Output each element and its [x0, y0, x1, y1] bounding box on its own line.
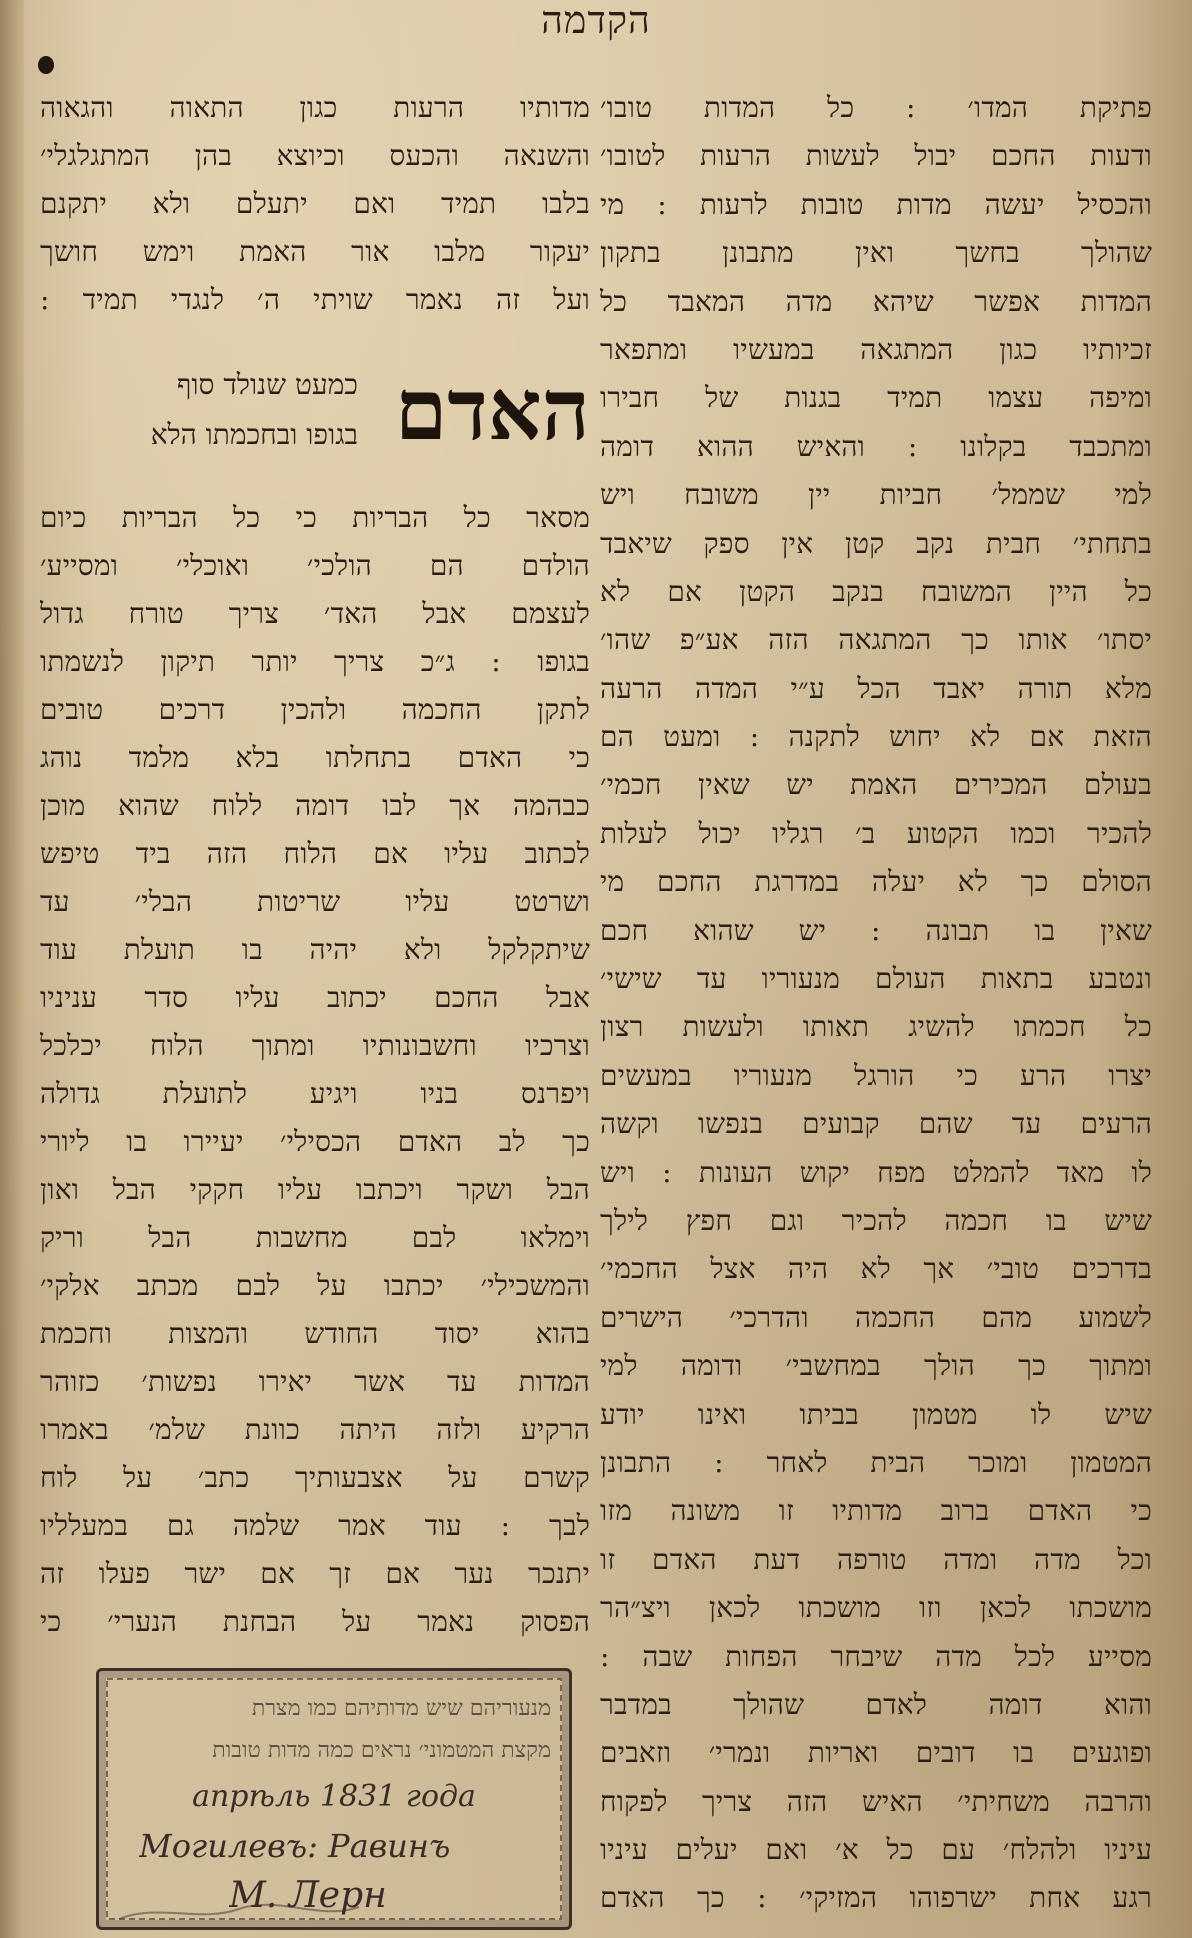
stamp-signature: М. Лерн	[229, 1875, 387, 1916]
text-line: ומיפה עצמו תמיד בגנות של חבירו	[600, 381, 1152, 415]
ink-blot	[38, 56, 54, 74]
text-line: לו מאד להמלט מפח יקוש העונות : ויש	[600, 1155, 1152, 1189]
text-line: זכיותיו כגון המתגאה במעשיו ומתפאר	[600, 332, 1152, 366]
text-line: כבהמה אך לבו דומה ללוח שהוא מוכן	[40, 789, 590, 822]
text-line: מסייע לכל מדה שיבחר הפחות שבה :	[600, 1639, 1152, 1673]
text-line: המדות עד אשר יאירו נפשות׳ כזוהר	[40, 1365, 590, 1398]
text-line: יעקור מלבו אור האמת וימש חושך	[40, 235, 590, 268]
ownership-stamp	[96, 1668, 572, 1930]
text-line: ונטבע בתאות העולם מנעוריו עד שישי׳	[600, 962, 1152, 996]
section-word: האדם	[394, 360, 590, 459]
text-line: ועל זה נאמר שויתי ה׳ לנגדי תמיד :	[40, 283, 590, 316]
left-text-column	[40, 84, 590, 1646]
text-line: מדותיו הרעות כגון התאוה והגאוה	[40, 91, 590, 124]
text-line: והשנאה והכעס וכיוצא בהן המתגלגלי׳	[40, 139, 590, 172]
right-text-column	[600, 84, 1152, 1923]
text-line: בהוא יסוד החודש והמצות וחכמת	[40, 1317, 590, 1350]
text-line: ומתכבד בקלונו : והאיש ההוא דומה	[600, 429, 1152, 463]
text-line: לשמוע מהם החכמה והדרכי׳ הישרים	[600, 1300, 1152, 1334]
text-line: הפסוק נאמר על הבחנת הנערי׳ כי	[40, 1605, 590, 1638]
text-line: שיש לו מטמון בביתו ואינו יודע	[600, 1397, 1152, 1431]
text-line: וצרכיו וחשבונותיו ומתוך הלוח יכלכל	[40, 1029, 590, 1062]
text-line: הסולם כך לא יעלה במדרגת החכם מי	[600, 865, 1152, 899]
text-line: ופוגעים בו דובים ואריות ונמרי׳ וזאבים	[600, 1736, 1152, 1770]
text-line: שיתקלקל ולא יהיה בו תועלת עוד	[40, 933, 590, 966]
text-line: לעצמם אבל האד׳ צריך טורח גדול	[40, 597, 590, 630]
text-line: רגע אחת ישרפוהו המזיקי׳ : כך האדם	[600, 1881, 1152, 1915]
text-line: יסתו׳ אותו כך המתגאה הזה אע״פ שהו׳	[600, 623, 1152, 657]
text-line: הרקיע ולזה היתה כוונת שלמ׳ באמרו	[40, 1413, 590, 1446]
stamp-hebrew-line-1: מנעוריהם שיש מדותיהם כמו מצרת	[251, 1696, 551, 1721]
text-line: שיש בו חכמה להכיר וגם חפץ לילך	[600, 1203, 1152, 1237]
text-line: מושכתו לכאן וזו מושכתו לכאן ויצ״הר	[600, 1591, 1152, 1625]
text-line: כך לב האדם הכסילי׳ יעיירו בו ליורי	[40, 1125, 590, 1158]
text-line: בעולם המכירים האמת יש שאין חכמי׳	[600, 768, 1152, 802]
text-line: כי האדם בתחלתו בלא מלמד נוהג	[40, 741, 590, 774]
text-line: לתקן החכמה ולהכין דרכים טובים	[40, 693, 590, 726]
text-line: המדות אפשר שיהא מדה המאבד כל	[600, 284, 1152, 318]
stamp-place: Могилевъ: Равинъ	[139, 1827, 451, 1865]
running-head: הקדמה	[541, 0, 651, 42]
text-line: הזאת אם לא יחוש לתקנה : ומעט הם	[600, 720, 1152, 754]
text-line: מסאר כל הבריות כי כל הבריות כיום	[40, 501, 590, 534]
text-line: ושרטט עליו שריטות הבלי׳ עד	[40, 885, 590, 918]
text-line: וכל מדה ומדה טורפה דעת האדם זו	[600, 1542, 1152, 1576]
text-line: בלבו תמיד ואם יתעלם ולא יתקנם	[40, 187, 590, 220]
text-line: והמשכילי׳ יכתבו על לבם מכתב אלקי׳	[40, 1269, 590, 1302]
text-line: קשרם על אצבעותיך כתב׳ על לוח	[40, 1461, 590, 1494]
text-line: יצרו הרע כי הורגל מנעוריו במעשים	[600, 1058, 1152, 1092]
text-line: וימלאו לבם מחשבות הבל וריק	[40, 1221, 590, 1254]
text-line: כל חכמתו להשיג תאותו ולעשות רצון	[600, 1010, 1152, 1044]
text-line: בדרכים טובי׳ אך לא היה אצל החכמי׳	[600, 1252, 1152, 1286]
text-line: פתיקת המדו׳ : כל המדות טובו׳	[600, 91, 1152, 124]
text-line: כל היין המשובח בנקב הקטן אם לא	[600, 574, 1152, 608]
stamp-date: апрѣль 1831 года	[192, 1779, 476, 1814]
left-column-body	[40, 494, 590, 1646]
text-line: הולדם הם הולכי׳ ואוכלי׳ ומסייע׳	[40, 549, 590, 582]
text-line: יתנכר נער אם זך אם ישר פעלו זה	[40, 1557, 590, 1590]
left-column-opening-lines	[40, 84, 590, 324]
text-line: מלא תורה יאבד הכל ע״י המדה הרעה	[600, 671, 1152, 705]
text-line: עיניו ולהלח׳ עם כל א׳ ואם יעלים עיניו	[600, 1833, 1152, 1867]
text-line: כי האדם ברוב מדותיו זו משונה מזו	[600, 1494, 1152, 1528]
text-line: לבך : עוד אמר שלמה גם במעלליו	[40, 1509, 590, 1542]
text-line: לכתוב עליו אם הלוח הזה ביד טיפש	[40, 837, 590, 870]
text-line: ומתוך כך הולך במחשבי׳ ודומה למי	[600, 1349, 1152, 1383]
text-line: הבל ושקר ויכתבו עליו חקקי הבל ואון	[40, 1173, 590, 1206]
section-heading-line-1: כמעט שנולד סוף	[176, 368, 358, 401]
section-heading	[40, 360, 590, 488]
text-line: והכסיל יעשה מדות טובות לרעות : מי	[600, 187, 1152, 221]
text-line: המטמון ומוכר הבית לאחר : התבונן	[600, 1445, 1152, 1479]
text-line: בתחתי׳ חבית נקב קטן אין ספק שיאבד	[600, 526, 1152, 560]
text-line: שהולך בחשך ואין מתבונן בתקון	[600, 236, 1152, 270]
text-line: ויפרנס בניו ויגיע לתועלת גדולה	[40, 1077, 590, 1110]
text-line: למי שממל׳ חביות יין משובח ויש	[600, 478, 1152, 512]
text-line: ודעות החכם יבול לעשות הרעות לטובו׳	[600, 139, 1152, 173]
text-line: בגופו : ג״כ צריך יותר תיקון לנשמתו	[40, 645, 590, 678]
stamp-hebrew-line-2: מקצת המטמוני׳ נראים כמה מדות טובות	[212, 1738, 551, 1763]
text-line: והוא דומה לאדם שהולך במדבר	[600, 1687, 1152, 1721]
page-edge-shadow	[0, 0, 24, 1938]
section-heading-line-2: בגופו ובחכמתו הלא	[150, 418, 358, 451]
text-line: שאין בו תבונה : יש שהוא חכם	[600, 913, 1152, 947]
text-line: והרבה משחיתי׳ האיש הזה צריך לפקוח	[600, 1784, 1152, 1818]
text-line: להכיר וכמו הקטוע ב׳ רגליו יכול לעלות	[600, 816, 1152, 850]
text-line: הרעים עד שהם קבועים בנפשו וקשה	[600, 1107, 1152, 1141]
text-line: אבל החכם יכתוב עליו סדר עניניו	[40, 981, 590, 1014]
